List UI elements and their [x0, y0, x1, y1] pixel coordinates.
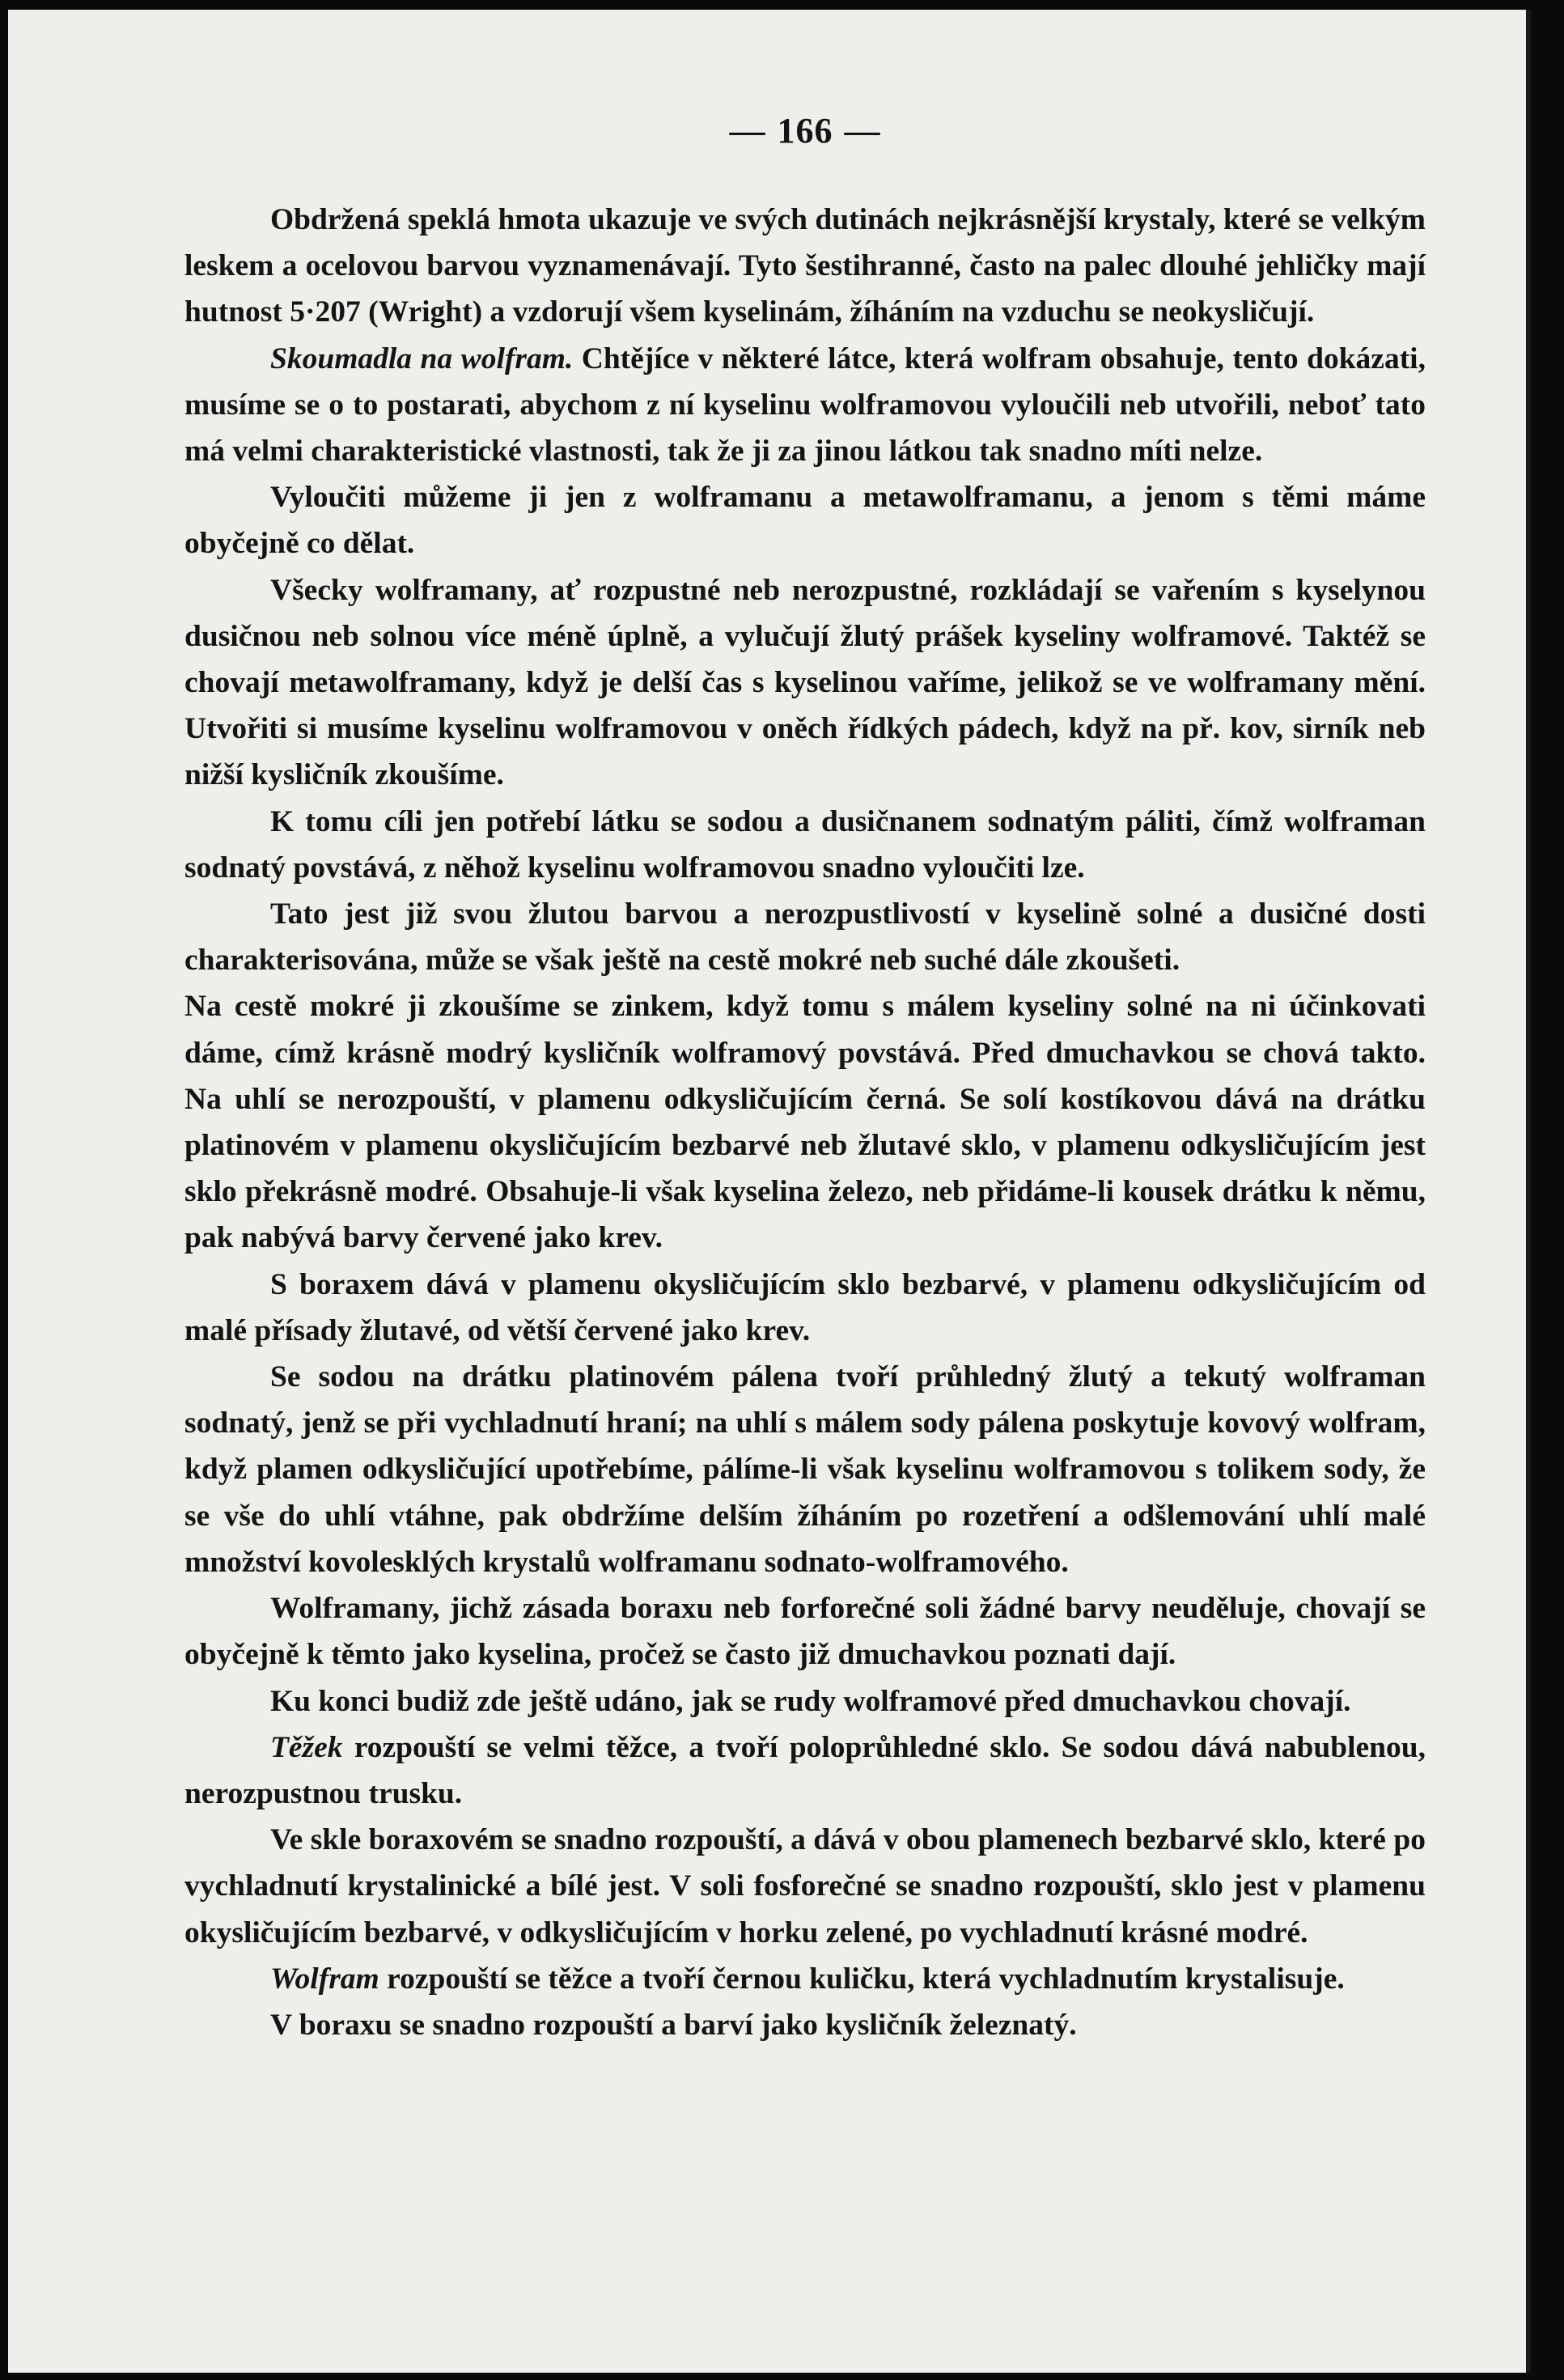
text-run: Všecky wolframany, ať rozpustné neb nerozpustné, rozkládají se vařením s kyselynou dusičnou neb solnou více méně úplně, a vylučují žlutý prášek kyseliny wolframové. Taktéž se chovají metawolframany, když je delší čas s kyselinou vaříme, jelikož se ve wolframany mění. Utvořiti si musíme kyselinu wolframovou v oněch řídkých pádech, když na př. kov, sirník neb nižší kysličník zkoušíme. [184, 573, 1426, 792]
text-run: Na cestě mokré ji zkoušíme se zinkem, když tomu s málem kyseliny solné na ni účinkovati dáme, címž krásně modrý kysličník wolframový povstává. Před dmuchavkou se chová takto. Na uhlí se nerozpouští, v plamenu odkysličujícím černá. Se solí kostíkovou dává na drátku platinovém v plamenu okysličujícím bezbarvé neb žlutavé sklo, v plamenu odkysličujícím jest sklo překrásně modré. Obsahuje-li však kyselina železo, neb přidáme-li kousek drátku k němu, pak nabývá barvy červené jako krev. [184, 990, 1426, 1255]
text-run: Tato jest již svou žlutou barvou a nerozpustlivostí v kyselině solné a dusičné dosti charakterisována, může se však ještě na cestě mokré neb suché dále zkoušeti. [184, 897, 1426, 978]
paragraph-p15 [184, 2002, 1426, 2048]
paragraph-p1 [184, 197, 1426, 336]
body-text [184, 197, 1426, 2048]
text-run: V boraxu se snadno rozpouští a barví jako kysličník železnatý. [270, 2008, 1077, 2042]
paragraph-p12 [184, 1725, 1426, 1817]
paragraph-p4 [184, 567, 1426, 799]
text-run: S boraxem dává v plamenu okysličujícím sklo bezbarvé, v plamenu odkysličujícím od malé přísady žlutavé, od větší červené jako krev. [184, 1267, 1426, 1347]
header-dash-left: — [729, 111, 766, 151]
text-run: Vyloučiti můžeme ji jen z wolframanu a metawolframanu, a jenom s těmi máme obyčejně co dělat. [184, 481, 1426, 561]
paragraph-p6 [184, 891, 1426, 983]
paragraph-p11 [184, 1678, 1426, 1725]
header-dash-right: — [844, 111, 881, 151]
paragraph-p7 [184, 983, 1426, 1261]
italic-term: Těžek [270, 1730, 343, 1764]
text-run: Obdržená speklá hmota ukazuje ve svých dutinách nejkrásnější krystaly, které se velkým leskem a ocelovou barvou vyznamenávají. Tyto šestihranné, často na palec dlouhé jehličky mají hutnost 5·207 (Wright) a vzdorují všem kyselinám, žíháním na vzduchu se neokysličují. [184, 203, 1426, 329]
page-number: 166 [777, 111, 833, 151]
paragraph-p14 [184, 1956, 1426, 2002]
text-run: Chtějíce v některé látce, která wolfram obsahuje, tento dokázati, musíme se o to postarati, abychom z ní kyselinu wolframovou vyloučili neb utvořili, neboť tato má velmi charakteristické vlastnosti, tak že ji za jinou látkou tak snadno míti nelze. [184, 342, 1426, 469]
text-run: rozpouští se velmi těžce, a tvoří poloprůhledné sklo. Se sodou dává nabublenou, nerozpustnou trusku. [184, 1730, 1426, 1810]
text-run: Ve skle boraxovém se snadno rozpouští, a dává v obou plamenech bezbarvé sklo, které po vychladnutí krystalinické a bílé jest. V soli fosforečné se snadno rozpouští, sklo jest v plamenu okysličujícím bezbarvé, v odkysličujícím v horku zelené, po vychladnutí krásné modré. [184, 1823, 1426, 1949]
text-run: Wolframany, jichž zásada boraxu neb forforečné soli žádné barvy neudělujе, chovají se obyčejně k těmto jako kyselina, pročež se často již dmuchavkou poznati dají. [184, 1592, 1426, 1672]
paragraph-p9 [184, 1354, 1426, 1585]
italic-term: Skoumadla na wolfram. [270, 342, 574, 375]
text-run: rozpouští se těžce a tvoří černou kuličku, která vychladnutím krystalisuje. [379, 1962, 1345, 1996]
page-edge-divider [1526, 10, 1531, 2373]
text-run: K tomu cíli jen potřebí látku se sodou a dusičnanem sodnatým páliti, čímž wolframan sodnatý povstává, z něhož kyselinu wolframovou snadno vyloučiti lze. [184, 804, 1426, 885]
page-header [184, 110, 1426, 151]
paragraph-p5 [184, 799, 1426, 891]
book-page [8, 10, 1531, 2373]
paragraph-p3 [184, 474, 1426, 566]
paragraph-p13 [184, 1817, 1426, 1956]
paragraph-p8 [184, 1262, 1426, 1354]
paragraph-p10 [184, 1585, 1426, 1678]
italic-term: Wolfram [270, 1962, 379, 1996]
paragraph-p2 [184, 336, 1426, 475]
text-run: Se sodou na drátku platinovém pálena tvoří průhledný žlutý a tekutý wolframan sodnatý, jenž se při vychladnutí hraní; na uhlí s málem sody pálena poskytuje kovový wolfram, když plamen odkysličující upotřebíme, pálíme-li však kyselinu wolframovou s tolikem sody, že se vše do uhlí vtáhne, pak obdržíme delším žíháním po rozetření a odšlemování uhlí malé množství kovolesklých krystalů wolframanu sodnato-wolframového. [184, 1360, 1426, 1579]
text-run: Ku konci budiž zde ještě udáno, jak se rudy wolframové před dmuchavkou chovají. [270, 1684, 1351, 1718]
